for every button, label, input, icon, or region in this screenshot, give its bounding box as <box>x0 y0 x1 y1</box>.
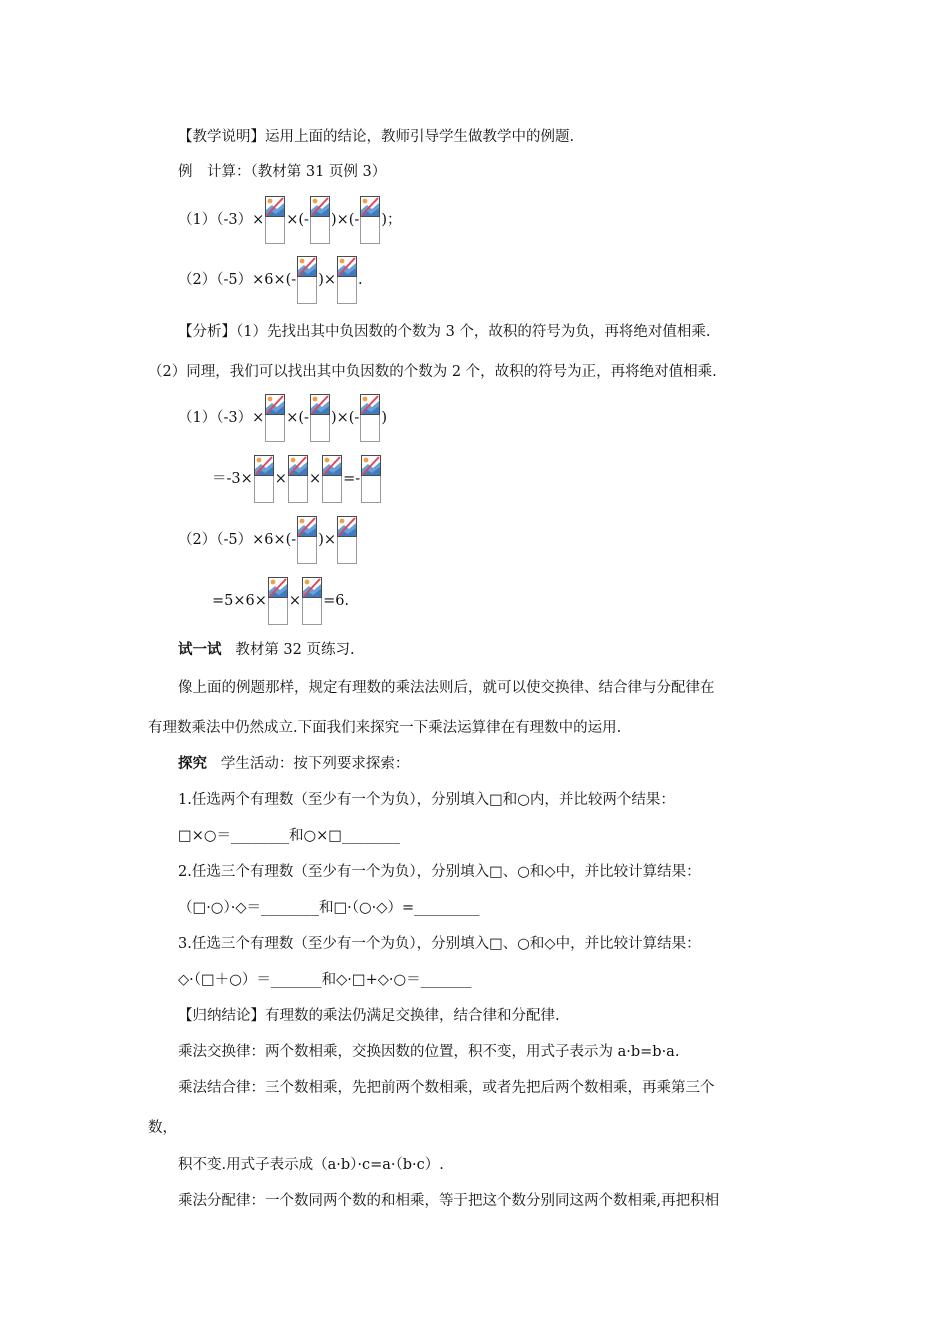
broken-image-icon <box>302 577 322 625</box>
expr-text: （2）（-5）×6×(- <box>178 532 297 548</box>
try-it-label: 试一试 <box>178 641 222 658</box>
example-expression-1 <box>178 196 402 244</box>
expr-text: × <box>274 471 287 487</box>
image-thumbnail <box>337 256 357 277</box>
expr-text: ×(- <box>286 212 309 228</box>
expr-text: ) <box>381 410 388 426</box>
associative-law-3: 积不变.用式子表示成（a·b）·c=a·（b·c）. <box>178 1157 444 1173</box>
broken-image-icon <box>361 455 381 503</box>
conclusion-label: 【归纳结论】 <box>178 1008 265 1024</box>
image-frame <box>268 598 288 625</box>
broken-image-icon <box>268 577 288 625</box>
image-frame <box>265 217 285 244</box>
explore-text: 学生活动：按下列要求探索： <box>220 756 410 772</box>
example-heading: 例 计算：（教材第 31 页例 3） <box>178 164 387 180</box>
solution-line-2 <box>212 455 382 503</box>
expr-text: ＝-3× <box>212 471 253 487</box>
teaching-note-label: 【教学说明】 <box>178 129 265 145</box>
image-thumbnail <box>288 455 308 476</box>
image-frame <box>254 476 274 503</box>
broken-image-icon <box>288 455 308 503</box>
broken-image-icon <box>360 196 380 244</box>
explore-label: 探究 <box>178 755 207 772</box>
image-thumbnail <box>322 455 342 476</box>
expr-text: （1）（-3）× <box>178 410 265 426</box>
expr-text: )； <box>381 212 402 228</box>
explore-line <box>178 754 409 774</box>
image-thumbnail <box>361 455 381 476</box>
broken-image-icon <box>265 196 285 244</box>
commutative-law: 乘法交换律：两个数相乘，交换因数的位置，积不变，用式子表示为 a·b=b·a. <box>178 1044 680 1060</box>
solution-line-4 <box>212 577 349 625</box>
broken-image-icon <box>297 256 317 304</box>
image-thumbnail <box>337 516 357 537</box>
conclusion-text: 有理数的乘法仍满足交换律，结合律和分配律. <box>265 1008 560 1024</box>
expr-text: （2）（-5）×6×(- <box>178 272 297 288</box>
teaching-note-line <box>178 127 574 147</box>
expr-text: =6. <box>323 593 350 609</box>
expr-text: =5×6× <box>212 593 267 609</box>
distributive-law: 乘法分配律：一个数同两个数的和相乘，等于把这个数分别同这两个数相乘,再把积相 <box>178 1193 720 1209</box>
question-2-formula: （□·○）·◇＝________和□·（○·◇）=_________ <box>178 900 480 916</box>
image-frame <box>302 598 322 625</box>
image-thumbnail <box>254 455 274 476</box>
broken-image-icon <box>265 394 285 442</box>
expr-text: )× <box>318 272 336 288</box>
analysis-text: （1）先找出其中负因数的个数为 3 个，故积的符号为负，再将绝对值相乘. <box>236 324 711 340</box>
broken-image-icon <box>337 256 357 304</box>
try-it-line <box>178 640 355 660</box>
associative-law-2: 数， <box>148 1120 177 1136</box>
expr-text: （1）（-3）× <box>178 212 265 228</box>
solution-line-1 <box>178 394 387 442</box>
image-frame <box>288 476 308 503</box>
conclusion-line <box>178 1006 560 1026</box>
broken-image-icon <box>310 394 330 442</box>
expr-text: )× <box>318 532 336 548</box>
expr-text: )×(- <box>330 410 360 426</box>
broken-image-icon <box>254 455 274 503</box>
paragraph-line-2: 有理数乘法中仍然成立.下面我们来探究一下乘法运算律在有理数中的运用. <box>148 720 622 736</box>
expr-text: )×(- <box>330 212 360 228</box>
analysis-label: 【分析】 <box>178 324 236 340</box>
expr-text: ×(- <box>286 410 309 426</box>
image-frame <box>310 415 330 442</box>
image-thumbnail <box>268 577 288 598</box>
image-frame <box>360 217 380 244</box>
solution-line-3 <box>178 516 358 564</box>
image-frame <box>337 537 357 564</box>
broken-image-icon <box>337 516 357 564</box>
image-thumbnail <box>310 394 330 415</box>
example-expression-2 <box>178 256 363 304</box>
analysis-line-1 <box>178 322 711 342</box>
image-thumbnail <box>360 394 380 415</box>
image-frame <box>361 476 381 503</box>
expr-text: =- <box>343 471 361 487</box>
image-thumbnail <box>265 394 285 415</box>
image-thumbnail <box>297 256 317 277</box>
broken-image-icon <box>310 196 330 244</box>
image-frame <box>337 277 357 304</box>
image-thumbnail <box>360 196 380 217</box>
try-it-text: 教材第 32 页练习. <box>235 642 355 658</box>
image-thumbnail <box>302 577 322 598</box>
image-thumbnail <box>297 516 317 537</box>
associative-law-1: 乘法结合律：三个数相乘，先把前两个数相乘，或者先把后两个数相乘，再乘第三个 <box>178 1080 715 1096</box>
analysis-line-2: （2）同理，我们可以找出其中负因数的个数为 2 个，故积的符号为正，再将绝对值相乘. <box>148 364 717 380</box>
image-frame <box>297 537 317 564</box>
teaching-note-text: 运用上面的结论，教师引导学生做教学中的例题. <box>265 129 575 145</box>
broken-image-icon <box>360 394 380 442</box>
image-frame <box>265 415 285 442</box>
question-3: 3.任选三个有理数（至少有一个为负），分别填入□、○和◇中，并比较计算结果： <box>178 936 701 952</box>
expr-text: × <box>308 471 322 487</box>
image-frame <box>310 217 330 244</box>
image-frame <box>297 277 317 304</box>
image-frame <box>360 415 380 442</box>
broken-image-icon <box>322 455 342 503</box>
question-2: 2.任选三个有理数（至少有一个为负），分别填入□、○和◇中，并比较计算结果： <box>178 864 701 880</box>
image-thumbnail <box>310 196 330 217</box>
image-frame <box>322 476 342 503</box>
question-1-formula: □×○＝________和○×□________ <box>178 828 401 844</box>
question-1: 1.任选两个有理数（至少有一个为负），分别填入□和○内，并比较两个结果： <box>178 792 675 808</box>
image-thumbnail <box>265 196 285 217</box>
expr-text: × <box>288 593 302 609</box>
paragraph-line-1: 像上面的例题那样，规定有理数的乘法法则后，就可以使交换律、结合律与分配律在 <box>178 680 715 696</box>
question-3-formula: ◇·（□＋○）＝_______和◇·□+◇·○＝_______ <box>178 972 472 988</box>
broken-image-icon <box>297 516 317 564</box>
expr-text: . <box>358 272 363 288</box>
